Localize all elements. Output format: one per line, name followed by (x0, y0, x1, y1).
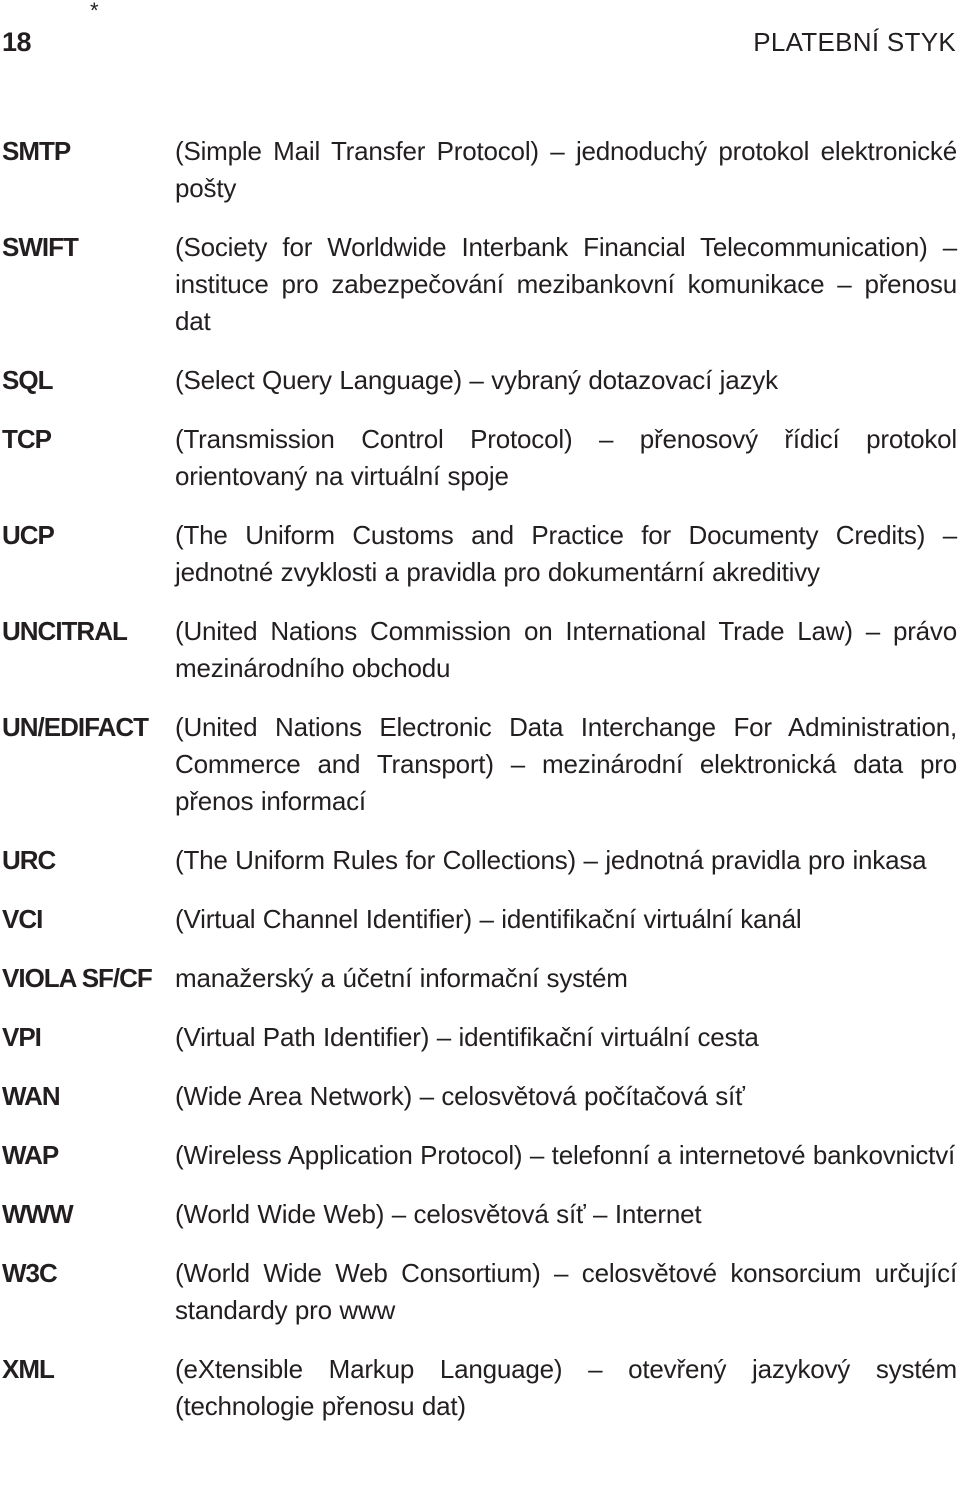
glossary-entry-w3c (0, 1255, 960, 1329)
running-head: PLATEBNÍ STYK (753, 27, 956, 57)
glossary-definition: (Wireless Application Protocol) – telefonní a internetové bankovnictví (175, 1140, 956, 1170)
glossary-term: SWIFT (2, 232, 78, 262)
glossary-definition: (Wide Area Network) – celosvětová počítačová síť (175, 1081, 745, 1111)
glossary-term: WAP (2, 1140, 59, 1170)
glossary-entry-vpi (0, 1019, 960, 1056)
glossary-term: SQL (2, 365, 53, 395)
glossary-entry-xml (0, 1351, 960, 1425)
glossary-term: VPI (2, 1022, 41, 1052)
glossary-entry-tcp (0, 421, 960, 495)
glossary-list (0, 133, 960, 1447)
glossary-entry-wap (0, 1137, 960, 1174)
glossary-entry-un-edifact (0, 709, 960, 820)
glossary-term: WWW (2, 1199, 73, 1229)
glossary-entry-smtp (0, 133, 960, 207)
glossary-term: UNCITRAL (2, 616, 127, 646)
glossary-term: W3C (2, 1258, 57, 1288)
glossary-entry-urc (0, 842, 960, 879)
glossary-entry-viola (0, 960, 960, 997)
glossary-term: TCP (2, 424, 51, 454)
glossary-definition: (The Uniform Rules for Collections) – jednotná pravidla pro inkasa (175, 845, 927, 875)
glossary-definition: (Select Query Language) – vybraný dotazovací jazyk (175, 365, 778, 395)
glossary-term: VCI (2, 904, 43, 934)
glossary-definition: manažerský a účetní informační systém (175, 963, 628, 993)
glossary-definition: (Virtual Path Identifier) – identifikační virtuální cesta (175, 1022, 759, 1052)
page-header (0, 24, 958, 60)
glossary-definition: (World Wide Web Consortium) – celosvětové konsorcium určující standardy pro www (175, 1258, 957, 1325)
glossary-definition: (Virtual Channel Identifier) – identifikační virtuální kanál (175, 904, 802, 934)
asterisk-mark: * (90, 0, 99, 23)
glossary-definition: (Society for Worldwide Interbank Financial Telecommunication) – instituce pro zabezpečování mezibankovní komunikace – přenosu dat (175, 232, 957, 336)
glossary-term: UN/EDIFACT (2, 712, 148, 742)
glossary-term: WAN (2, 1081, 60, 1111)
glossary-entry-swift (0, 229, 960, 340)
glossary-definition: (The Uniform Customs and Practice for Documenty Credits) – jednotné zvyklosti a pravidla pro dokumentární akreditivy (175, 520, 957, 587)
glossary-definition: (World Wide Web) – celosvětová síť – Internet (175, 1199, 702, 1229)
glossary-definition: (Simple Mail Transfer Protocol) – jednoduchý protokol elektronické pošty (175, 136, 957, 203)
glossary-entry-ucp (0, 517, 960, 591)
glossary-term: SMTP (2, 136, 71, 166)
glossary-entry-sql (0, 362, 960, 399)
glossary-definition: (Transmission Control Protocol) – přenosový řídicí protokol orientovaný na virtuální spoje (175, 424, 957, 491)
glossary-term: URC (2, 845, 56, 875)
glossary-term: UCP (2, 520, 54, 550)
glossary-entry-vci (0, 901, 960, 938)
glossary-definition: (United Nations Electronic Data Interchange For Administration, Commerce and Transport) – mezinárodní elektronická data pro přenos informací (175, 712, 957, 816)
page-number: 18 (2, 27, 32, 57)
glossary-entry-wan (0, 1078, 960, 1115)
glossary-entry-uncitral (0, 613, 960, 687)
glossary-term: XML (2, 1354, 54, 1384)
glossary-definition: (eXtensible Markup Language) – otevřený jazykový systém (technologie přenosu dat) (175, 1354, 957, 1421)
glossary-definition: (United Nations Commission on International Trade Law) – právo mezinárodního obchodu (175, 616, 957, 683)
glossary-term: VIOLA SF/CF (2, 963, 152, 993)
glossary-entry-www (0, 1196, 960, 1233)
